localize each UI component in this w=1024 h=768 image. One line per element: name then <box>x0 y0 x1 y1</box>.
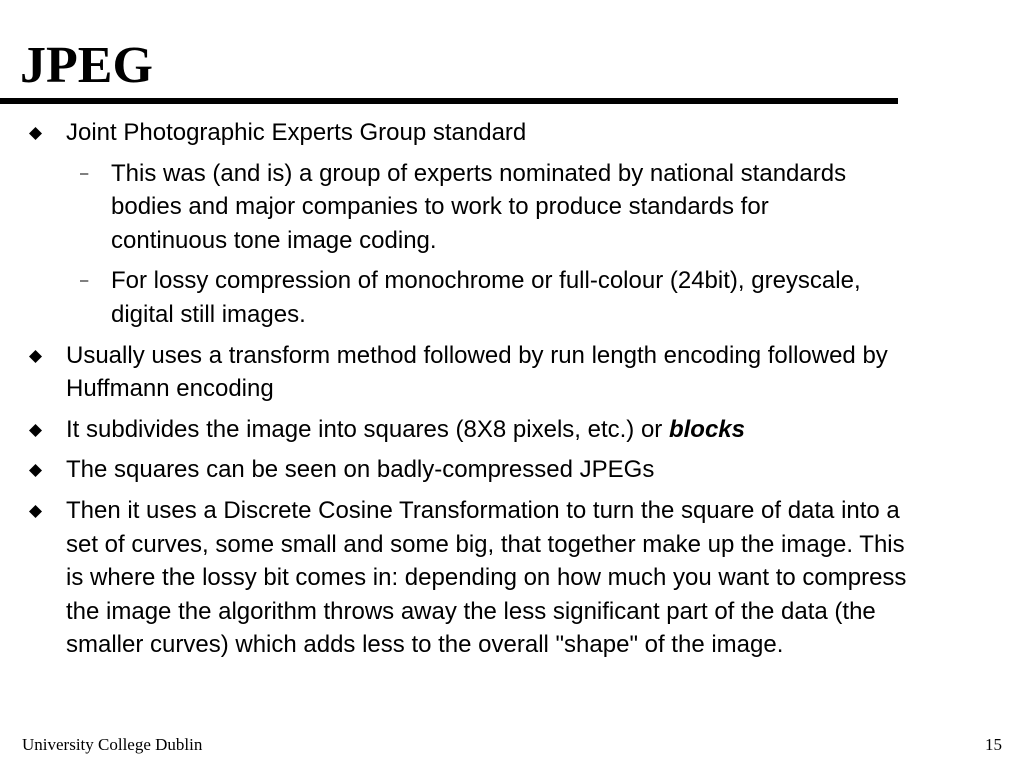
footer-institution: University College Dublin <box>22 735 203 754</box>
diamond-bullet-icon <box>29 350 42 363</box>
emphasized-term: blocks <box>668 415 745 443</box>
bullet-item <box>0 116 926 150</box>
diamond-bullet-icon <box>29 505 42 518</box>
diamond-bullet-icon <box>29 424 42 437</box>
bullet-item <box>0 413 926 447</box>
dash-bullet-icon: – <box>80 272 89 290</box>
bullet-text: It subdivides the image into squares (8X8 pixels, etc.) or <box>66 415 669 443</box>
dash-bullet-icon: – <box>80 164 89 182</box>
bullet-text: Joint Photographic Experts Group standard <box>66 119 527 146</box>
bullet-text: Then it uses a Discrete Cosine Transformation to turn the square of data into a set of curves, some small and some big, that together make up the image. This is where the lossy bit comes in: depending on how much you want to compress the image the algorithm throws away the less significant part of the data (the smaller curves) which adds less to the overall "shape" of the image. <box>66 496 907 659</box>
footer-page-number: 15 <box>985 735 1002 754</box>
sub-bullet-text: For lossy compression of monochrome or full-colour (24bit), greyscale, digital still images. <box>111 267 861 328</box>
diamond-bullet-icon <box>29 127 42 140</box>
slide-title: JPEG <box>20 37 153 94</box>
bullet-item <box>0 339 926 406</box>
slide-content <box>0 116 960 669</box>
sub-bullet-item <box>0 264 871 331</box>
title-underline <box>0 98 898 104</box>
diamond-bullet-icon <box>29 464 42 477</box>
bullet-item <box>0 494 926 662</box>
bullet-item <box>0 453 926 487</box>
bullet-text: Usually uses a transform method followed by run length encoding followed by Huffmann encoding <box>66 341 888 403</box>
bullet-text: The squares can be seen on badly-compressed JPEGs <box>66 456 655 484</box>
sub-bullet-item <box>0 157 871 258</box>
sub-bullet-text: This was (and is) a group of experts nominated by national standards bodies and major companies to work to produce standards for continuous tone image coding. <box>111 159 847 254</box>
